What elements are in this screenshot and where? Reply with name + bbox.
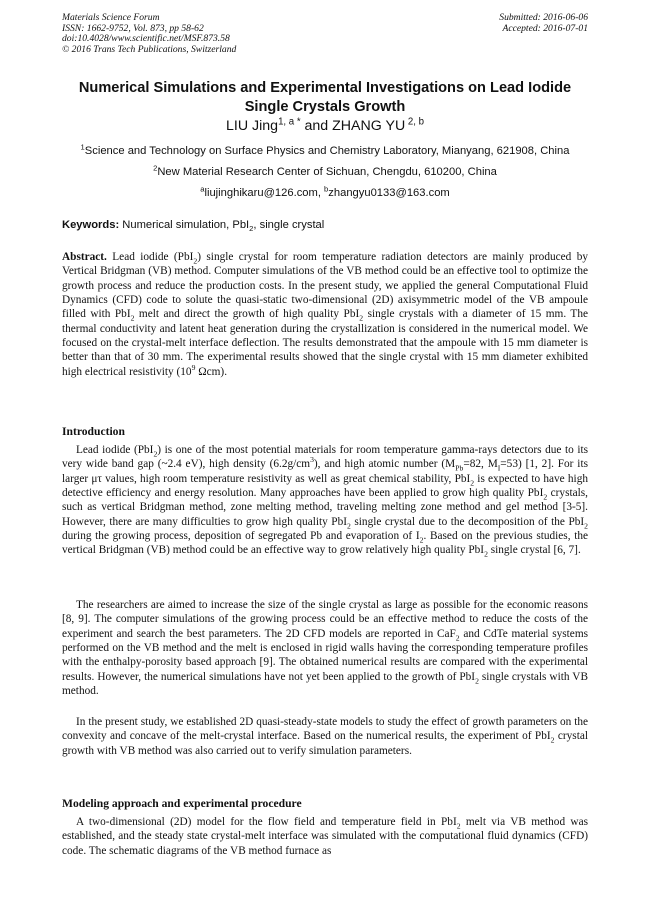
paragraph-subscript: 2 — [475, 675, 479, 685]
abstract-subscript: 2 — [130, 313, 135, 323]
paragraph-subscript: Pb — [455, 463, 464, 473]
paragraph-superscript: 3 — [310, 455, 314, 465]
submission-dates — [499, 13, 588, 34]
modeling-heading: Modeling approach and experimental procedure — [62, 797, 302, 810]
paragraph-subscript: I — [497, 463, 501, 473]
introduction-paragraph-2 — [62, 598, 588, 698]
paragraph-text: during the growing process, deposition of segregated Pb and evaporation of I — [62, 530, 420, 543]
paragraph-text: single crystal [6, 7]. — [487, 544, 581, 557]
paragraph-text: ), and high atomic number (M — [313, 458, 456, 471]
author-1-marker: 1, a * — [278, 116, 301, 128]
paragraph-text: The researchers are aimed to increase the size of the single crystal as large as possible for the economic reasons [8, 9]. The computer simulations of the growing process could be an effective method to reduce the costs of the experiment and search the best parameters. The 2D CFD models are reported in CaF — [62, 599, 588, 640]
email-a-marker: a — [200, 184, 205, 194]
email-b: zhangyu0133@163.com — [328, 187, 450, 199]
authors — [40, 117, 610, 135]
affiliation-2 — [20, 165, 630, 179]
paragraph-text: crystal growth with VB method was also carried out to verify simulation parameters. — [62, 730, 588, 757]
paragraph-text: melt via VB method was established, and the steady state crystal-melt interface was simulated with the computational fluid dynamics (CFD) code. The schematic diagrams of the VB method furnace as — [62, 816, 588, 857]
paragraph-text: single crystals with VB method. — [62, 670, 588, 698]
abstract-superscript: 9 — [191, 362, 196, 372]
abstract-text: single crystals with a diameter of 15 mm. The thermal conductivity and latent heat generation during the crystallization is considered in the numerical model. We focused on the crystal-melt interface deflection. The results demonstrated that the ampoule with 15 mm diameter is better than that of 30 mm. The experimental results showed that the single crystal with 15 mm diameter exhibited high electrical resistivity (10 — [62, 308, 588, 378]
introduction-heading: Introduction — [62, 425, 125, 438]
paragraph-text: =53) [1, 2]. For its larger μτ values, high room temperature resistivity as well as great chemical stability, PbI — [62, 458, 588, 485]
issn-volume: ISSN: 1662-9752, Vol. 873, pp 58-62 — [62, 22, 204, 34]
paragraph-subscript: 2 — [153, 449, 158, 459]
paragraph-subscript: 2 — [347, 520, 351, 530]
paragraph-subscript: 2 — [456, 821, 461, 831]
title-line-1: Numerical Simulations and Experimental Investigations on Lead Iodide — [78, 80, 572, 96]
keywords — [62, 218, 324, 232]
journal-info — [62, 13, 236, 55]
abstract-text: melt and direct the growth of high quality PbI — [134, 308, 360, 321]
paragraph-text: In the present study, we established 2D quasi-steady-state models to study the effect of growth parameters on the convexity and concave of the melt-crystal interface. Based on the numerical results, the experiment of PbI — [62, 716, 588, 743]
paragraph-subscript: 2 — [484, 549, 488, 559]
keywords-subscript: 2 — [249, 224, 254, 234]
abstract-label: Abstract. — [62, 251, 107, 263]
author-2: ZHANG YU — [332, 118, 406, 134]
paragraph-text: crystals, such as vertical Bridgman method, zone melting method, traveling melting zone method and gel method [3-5]. However, there are many difficulties to grow high quality PbI — [62, 487, 588, 528]
affiliation-1-marker: 1 — [80, 142, 85, 152]
keywords-label: Keywords: — [62, 219, 120, 231]
doi: doi:10.4028/www.scientific.net/MSF.873.58 — [62, 33, 230, 45]
paragraph-subscript: 2 — [419, 535, 424, 545]
author-emails — [20, 186, 630, 200]
paragraph-subscript: 2 — [584, 520, 588, 530]
abstract — [62, 250, 588, 379]
paragraph-text: Lead iodide (PbI — [76, 444, 154, 456]
copyright: © 2016 Trans Tech Publications, Switzerland — [62, 43, 237, 55]
introduction-paragraph-3 — [62, 715, 588, 758]
author-separator: and — [300, 118, 333, 134]
accepted-date: Accepted: 2016-07-01 — [502, 22, 588, 34]
abstract-text: Ωcm). — [195, 365, 228, 378]
abstract-subscript: 2 — [193, 256, 198, 266]
paragraph-text: single crystal due to the decomposition of the PbI — [350, 515, 585, 528]
paragraph-text: =82, M — [463, 458, 498, 471]
paragraph-text: and CdTe material systems performed on the VB method and the melt is enclosed in rigid walls having the corresponding temperature profiles with the enthalpy-porosity based approach [9]. The obtained numerical results are compared with the experimental results. However, the numerical simulations have not yet been applied to the growth of PbI — [62, 627, 589, 683]
affiliation-2-text: New Material Research Center of Sichuan, Chengdu, 610200, China — [157, 166, 497, 178]
abstract-text: Lead iodide (PbI — [106, 251, 194, 263]
email-a: liujinghikaru@126.com, — [204, 187, 325, 199]
email-b-marker: b — [324, 184, 329, 194]
title-line-2: Single Crystals Growth — [244, 99, 406, 115]
paragraph-subscript: 2 — [550, 735, 555, 745]
paragraph-subscript: 2 — [543, 492, 548, 502]
submitted-date: Submitted: 2016-06-06 — [499, 12, 588, 23]
author-1: LIU Jing — [226, 118, 279, 134]
paragraph-text: ) is one of the most potential materials for room temperature gamma-rays detectors due to its very wide band gap (~2.4 eV), high density (6.2g/cm — [62, 444, 588, 471]
author-2-marker: 2, b — [405, 116, 424, 128]
paragraph-subscript: 2 — [455, 632, 460, 642]
paragraph-text: A two-dimensional (2D) model for the flow field and temperature field in PbI — [76, 816, 457, 828]
affiliation-1 — [20, 144, 630, 158]
affiliation-2-marker: 2 — [153, 163, 158, 173]
journal-name: Materials Science Forum — [62, 12, 160, 23]
abstract-subscript: 2 — [359, 313, 364, 323]
introduction-paragraph-1 — [62, 443, 588, 558]
keywords-text-1: Numerical simulation, PbI — [119, 219, 250, 231]
paper-title — [40, 79, 610, 117]
modeling-paragraph-1 — [62, 815, 588, 858]
keywords-text-2: , single crystal — [253, 219, 325, 231]
paragraph-subscript: 2 — [470, 477, 475, 487]
affiliation-1-text: Science and Technology on Surface Physics and Chemistry Laboratory, Mianyang, 621908, China — [84, 145, 570, 157]
paragraph-text: is expected to have high detective efficiency and energy resolution. Many approaches have been applied to grow high quality PbI — [62, 472, 588, 500]
abstract-text: ) single crystal for room temperature radiation detectors are mainly produced by Vertical Bridgman (VB) method. Computer simulations of the VB method could be an effective tool to optimize the growth process and reduce the production costs. In the present study, we applied the general Computational Fluid Dynamics (CFD) code to solute the quasi-static two-dimensional (2D) axisymmetric model of the VB ampoule filled with PbI — [62, 251, 588, 321]
paragraph-text: . Based on the previous studies, the vertical Bridgman (VB) method could be an effective way to grow relatively high quality PbI — [62, 530, 588, 557]
